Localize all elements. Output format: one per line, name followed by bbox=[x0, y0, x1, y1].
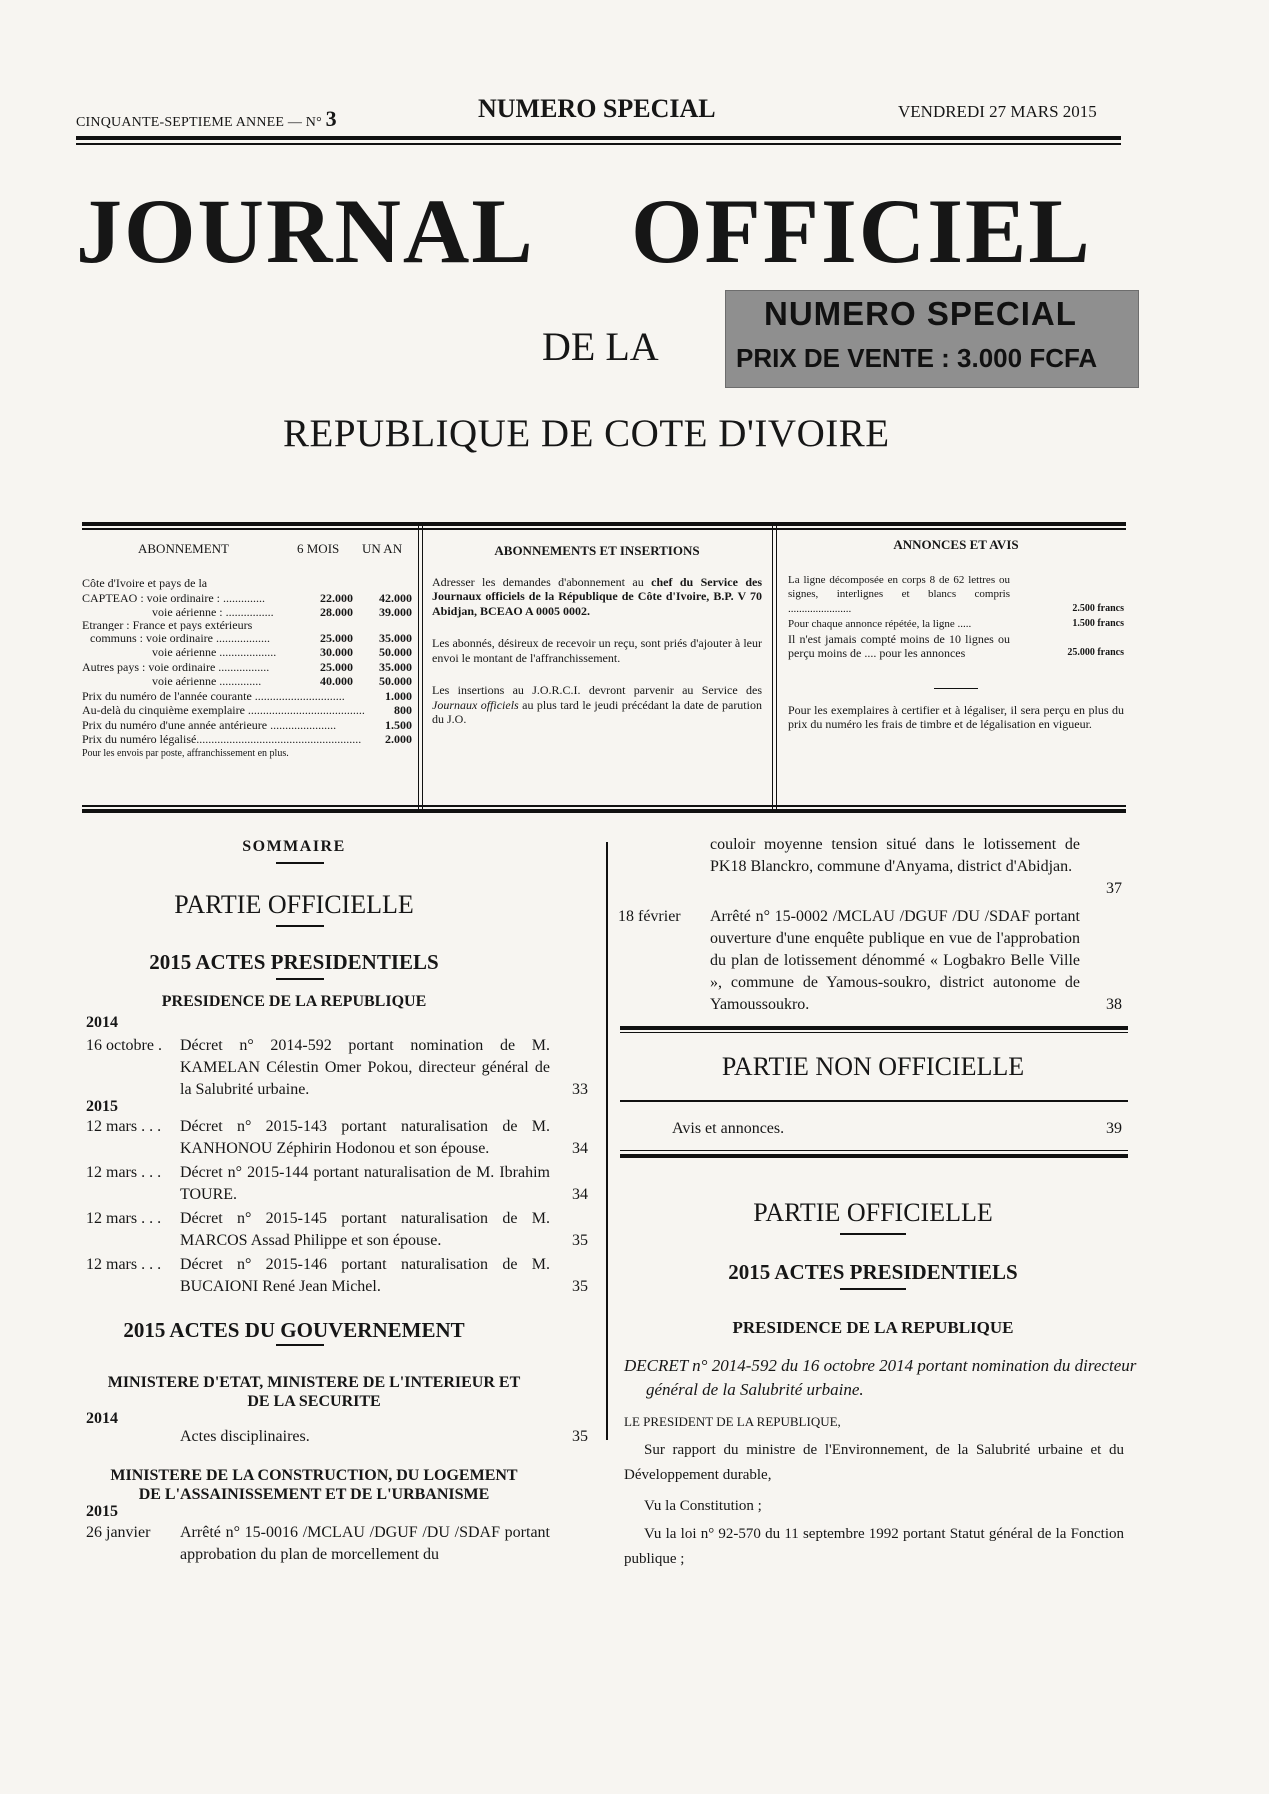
decret-paragraph-2: Vu la Constitution ; bbox=[644, 1498, 762, 1514]
toc-entry: 18 février Arrêté n° 15-0002 /MCLAU /DGUF /DU /SDAF portant ouverture d'une enquête publique en vue de l'approbation du plan de lotissement dénommé « Logbakro Belle Ville », commune de Yamous-soukro, district autonome de Yamoussoukro. 38 bbox=[618, 908, 1122, 1013]
header-rule-thick bbox=[76, 136, 1121, 140]
year-2014-b: 2014 bbox=[86, 1410, 118, 1427]
annonce-line-price: La ligne décomposée en corps 8 de 62 lettres ou signes, interlignes et blancs compris ....................... 2.500 francs bbox=[788, 573, 1124, 615]
price-row: Prix du numéro d'une année antérieure ...................... 1.500 bbox=[82, 717, 412, 732]
actes-gouvernement-heading: 2015 ACTES DU GOUVERNEMENT bbox=[123, 1318, 465, 1342]
gouv-underline bbox=[276, 1344, 324, 1346]
decret-paragraph-1: Sur rapport du ministre de l'Environnement, de la Salubrité urbaine et du Développement durable, bbox=[624, 1442, 1124, 1483]
decret-paragraph-3: Vu la loi n° 92-570 du 11 septembre 1992 portant Statut général de la Fonction publique ; bbox=[624, 1526, 1124, 1567]
table-row: Autres pays : voie ordinaire ................. 25.000 35.000 bbox=[82, 659, 412, 674]
table-row: Etranger : France et pays extérieurs bbox=[82, 619, 253, 631]
annonce-minimum-price: Il n'est jamais compté moins de 10 lignes ou perçu moins de .... pour les annonces 25.000 francs bbox=[788, 631, 1124, 660]
toc-entry: 16 octobre . Décret n° 2014-592 portant nomination de M. KAMELAN Célestin Omer Pokou, directeur général de la Salubrité urbaine. 33 bbox=[86, 1037, 588, 1098]
insertions-paragraph-3: Les insertions au J.O.R.C.I. devront parvenir au Service des Journaux officiels au plus tard le jeudi précédant la date de parution du J.O. bbox=[432, 683, 762, 726]
toc-entry: 12 mars . . . Décret n° 2015-143 portant naturalisation de M. KANHONOU Zéphirin Hodonou et son épouse. 34 bbox=[86, 1118, 588, 1157]
price-row: Prix du numéro de l'année courante .............................. 1.000 bbox=[82, 688, 412, 703]
actes-underline bbox=[276, 978, 324, 980]
presidence-heading-2: PRESIDENCE DE LA REPUBLIQUE bbox=[732, 1318, 1014, 1337]
issue-year-label bbox=[76, 106, 337, 132]
subscription-table bbox=[82, 522, 1126, 809]
sommaire-underline bbox=[276, 862, 324, 864]
partie-underline-2 bbox=[840, 1233, 906, 1235]
stamp-line-2: PRIX DE VENTE : 3.000 FCFA bbox=[736, 343, 1098, 373]
sommaire-heading: SOMMAIRE bbox=[242, 838, 346, 855]
table-divider-2 bbox=[772, 522, 777, 809]
ministere-interieur-heading: MINISTERE D'ETAT, MINISTERE DE L'INTERIEUR ET DE LA SECURITE bbox=[107, 1374, 521, 1410]
year-2015: 2015 bbox=[86, 1098, 118, 1115]
price-row: Prix du numéro légalisé....................................................... 2.000 bbox=[82, 732, 412, 746]
toc-entry: Avis et annonces. 39 bbox=[672, 1120, 1122, 1137]
sommaire-left-column bbox=[84, 830, 589, 1620]
insertions-paragraph-1: Adresser les demandes d'abonnement au chef du Service des Journaux officiels de la République de Côte d'Ivoire, B.P. V 70 Abidjan, BCEAO A 0005 0002. bbox=[432, 574, 762, 618]
year-label: CINQUANTE-SEPTIEME ANNEE — N° bbox=[76, 115, 322, 130]
masthead-title bbox=[76, 180, 1122, 282]
right-rule-2 bbox=[620, 1100, 1128, 1102]
partie-underline bbox=[276, 925, 324, 927]
ministere-construction-heading: MINISTERE DE LA CONSTRUCTION, DU LOGEMENT DE L'ASSAINISSEMENT ET DE L'URBANISME bbox=[110, 1467, 518, 1503]
actes-presidentiels-heading-2: 2015 ACTES PRESIDENTIELS bbox=[728, 1260, 1018, 1284]
abonnement-column bbox=[82, 536, 412, 761]
partie-officielle-heading: PARTIE OFFICIELLE bbox=[174, 890, 414, 919]
region-label: Côte d'Ivoire et pays de la bbox=[82, 576, 208, 590]
col-6-mois: 6 MOIS bbox=[297, 541, 340, 556]
table-divider-1 bbox=[418, 522, 423, 809]
actes-presidentiels-heading: 2015 ACTES PRESIDENTIELS bbox=[149, 950, 439, 974]
subscription-footnote: Pour les envois par poste, affranchissement en plus. bbox=[82, 747, 289, 759]
toc-entry: 12 mars . . . Décret n° 2015-144 portant naturalisation de M. Ibrahim TOURE. 34 bbox=[86, 1164, 588, 1203]
year-2015-b: 2015 bbox=[86, 1503, 118, 1520]
special-edition-stamp bbox=[725, 290, 1139, 388]
right-rule-3-thin bbox=[620, 1150, 1128, 1151]
annonces-column bbox=[788, 536, 1124, 732]
republic-title: REPUBLIQUE DE COTE D'IVOIRE bbox=[283, 412, 890, 455]
insertions-heading: ABONNEMENTS ET INSERTIONS bbox=[494, 543, 700, 558]
annonces-heading: ANNONCES ET AVIS bbox=[893, 537, 1019, 552]
toc-entry: Actes disciplinaires. 35 bbox=[180, 1428, 588, 1445]
right-rule-1-thin bbox=[620, 1032, 1128, 1033]
presidence-heading: PRESIDENCE DE LA REPUBLIQUE bbox=[161, 993, 427, 1010]
partie-officielle-heading-2: PARTIE OFFICIELLE bbox=[753, 1198, 993, 1227]
annonce-divider bbox=[934, 688, 978, 689]
annonce-repeat-price: Pour chaque annonce répétée, la ligne ..... 1.500 francs bbox=[788, 617, 1124, 630]
price-row: Au-delà du cinquième exemplaire ....................................... 800 bbox=[82, 703, 412, 717]
insertions-column bbox=[432, 536, 762, 727]
actes-underline-2 bbox=[840, 1288, 906, 1290]
right-rule-1 bbox=[620, 1026, 1128, 1030]
masthead-word-journal: JOURNAL bbox=[76, 180, 535, 282]
column-divider bbox=[606, 842, 608, 1440]
table-row: communs : voie ordinaire .................. 25.000 35.000 bbox=[90, 630, 412, 645]
right-rule-3 bbox=[620, 1154, 1128, 1158]
table-row: CAPTEAO : voie ordinaire : .............. 22.000 42.000 bbox=[82, 590, 412, 605]
table-row: voie aérienne .............. 40.000 50.000 bbox=[152, 674, 412, 688]
year-2014: 2014 bbox=[86, 1014, 118, 1031]
table-row: voie aérienne ................... 30.000 50.000 bbox=[152, 645, 412, 659]
header-rule-thin bbox=[76, 143, 1121, 145]
stamp-line-1: NUMERO SPECIAL bbox=[764, 295, 1077, 332]
le-president-line: LE PRESIDENT DE LA REPUBLIQUE, bbox=[624, 1414, 841, 1429]
toc-entry: 12 mars . . . Décret n° 2015-145 portant naturalisation de M. MARCOS Assad Philippe et son épouse. 35 bbox=[86, 1210, 588, 1249]
issue-number: 3 bbox=[325, 106, 337, 131]
annonce-certify: Pour les exemplaires à certifier et à légaliser, il sera perçu en plus du prix du numéro les frais de timbre et de légalisation en vigueur. bbox=[788, 702, 1124, 731]
sommaire-right-column bbox=[618, 830, 1137, 1620]
insertions-paragraph-2: Les abonnés, désireux de recevoir un reçu, sont priés d'ajouter à leur envoi le montant de l'affranchissement. bbox=[432, 636, 762, 665]
toc-entry: 12 mars . . . Décret n° 2015-146 portant naturalisation de M. BUCAIONI René Jean Michel. 35 bbox=[86, 1256, 588, 1295]
table-bottom-rule bbox=[82, 809, 1126, 813]
masthead-word-officiel: OFFICIEL bbox=[631, 180, 1092, 282]
masthead-de-la: DE LA bbox=[542, 324, 659, 369]
toc-entry: 26 janvier Arrêté n° 15-0016 /MCLAU /DGUF /DU /SDAF portant approbation du plan de morcellement du bbox=[86, 1524, 550, 1563]
decret-title: DECRET n° 2014-592 du 16 octobre 2014 portant nomination du directeur général de la Salubrité urbaine. bbox=[624, 1356, 1137, 1399]
col-un-an: UN AN bbox=[362, 541, 403, 556]
partie-non-officielle-heading: PARTIE NON OFFICIELLE bbox=[721, 1052, 1025, 1081]
abonnement-heading: ABONNEMENT bbox=[138, 541, 229, 556]
table-row: voie aérienne : ................ 28.000 39.000 bbox=[152, 605, 412, 619]
edition-title: NUMERO SPECIAL bbox=[478, 94, 716, 123]
toc-entry-continued: couloir moyenne tension situé dans le lotissement de PK18 Blanckro, commune d'Anyama, district d'Abidjan. 37 bbox=[710, 836, 1122, 897]
issue-date: VENDREDI 27 MARS 2015 bbox=[898, 102, 1097, 121]
